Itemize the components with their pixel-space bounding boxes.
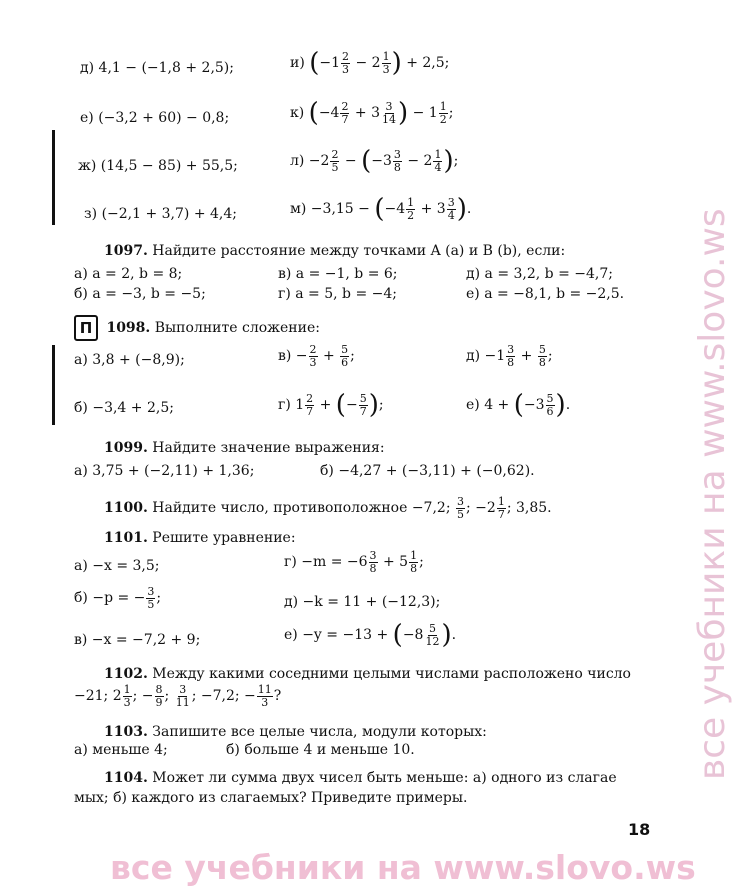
task-1099-b: б) −4,27 + (−3,11) + (−0,62).	[320, 463, 535, 479]
item-k: к) (−4 $\frac{2}{7}$ + 3 $\frac{3}{14}$ ) − 1 $\frac{1}{2}$ ;	[290, 98, 454, 128]
task-1101-e: е) −y = −13 + (−8 $\frac{5}{12}$ ).	[284, 620, 457, 650]
item-z: з) (−2,1 + 3,7) + 4,4;	[84, 206, 237, 222]
task-1097-b: б) a = −3, b = −5;	[74, 286, 206, 302]
task-1097-v: в) a = −1, b = 6;	[278, 266, 398, 282]
task-1098-v: в) − $\frac{2}{3}$ + $\frac{5}{6}$ ;	[278, 343, 355, 369]
item-i: и) (−1 $\frac{2}{3}$ − 2 $\frac{1}{3}$ ) + 2,5;	[290, 48, 450, 78]
task-1098-b: б) −3,4 + 2,5;	[74, 400, 174, 416]
task-1097-heading: 1097. Найдите расстояние между точками A (a) и B (b), если:	[104, 243, 566, 259]
task-1101-a: а) −x = 3,5;	[74, 558, 160, 574]
item-m: м) −3,15 − (−4 $\frac{1}{2}$ + 3 $\frac{3}{4}$ ).	[290, 194, 472, 224]
task-1103-b: б) больше 4 и меньше 10.	[226, 742, 415, 758]
task-1097-e: е) a = −8,1, b = −2,5.	[466, 286, 625, 302]
task-1104-heading: 1104. Может ли сумма двух чисел быть меньше: а) одного из слагае	[104, 770, 617, 786]
margin-bar	[52, 345, 55, 425]
task-1098-e: е) 4 + (−3 $\frac{5}{6}$ ).	[466, 390, 571, 420]
page-number: 18	[628, 820, 651, 839]
task-1101-v: в) −x = −7,2 + 9;	[74, 632, 201, 648]
task-1101-d: д) −k = 11 + (−12,3);	[284, 594, 441, 610]
task-1097-a: а) a = 2, b = 8;	[74, 266, 183, 282]
task-1098-d: д) −1 $\frac{3}{8}$ + $\frac{5}{8}$ ;	[466, 343, 553, 369]
task-1098-g: г) 1 $\frac{2}{7}$ + (− $\frac{5}{7}$ );	[278, 390, 384, 420]
task-1098-heading: П 1098. Выполните сложение:	[74, 315, 320, 341]
task-1102-heading: 1102. Между какими соседними целыми числами расположено число	[104, 666, 631, 682]
item-l: л) −2 $\frac{2}{5}$ − (−3 $\frac{3}{8}$ − 2 $\frac{1}{4}$ );	[290, 146, 459, 176]
task-1101-g: г) −m = −6 $\frac{3}{8}$ + 5 $\frac{1}{8}$ ;	[284, 549, 424, 575]
task-1103-a: а) меньше 4;	[74, 742, 168, 758]
task-1102-numbers: −21; 2 $\frac{1}{3}$ ; − $\frac{8}{9}$ ; $\frac{3}{11}$ ; −7,2; − $\frac{11}{3}$ ?	[74, 683, 282, 709]
side-watermark: все учебники на www.slovo.ws	[692, 208, 733, 780]
task-1101-b: б) −p = − $\frac{3}{5}$ ;	[74, 585, 162, 611]
task-1104-line2: мых; б) каждого из слагаемых? Приведите примеры.	[74, 790, 468, 806]
task-1101-heading: 1101. Решите уравнение:	[104, 530, 296, 546]
task-1100: 1100. Найдите число, противоположное −7,2; $\frac{3}{5}$ ; −2 $\frac{1}{7}$ ; 3,85.	[104, 495, 552, 521]
task-1099-a: а) 3,75 + (−2,11) + 1,36;	[74, 463, 255, 479]
practice-icon: П	[74, 315, 98, 341]
task-1097-g: г) a = 5, b = −4;	[278, 286, 397, 302]
task-1099-heading: 1099. Найдите значение выражения:	[104, 440, 385, 456]
task-1103-heading: 1103. Запишите все целые числа, модули которых:	[104, 724, 487, 740]
item-zh: ж) (14,5 − 85) + 55,5;	[78, 158, 238, 174]
item-d: д) 4,1 − (−1,8 + 2,5);	[80, 60, 234, 76]
item-e: е) (−3,2 + 60) − 0,8;	[80, 110, 230, 126]
bottom-watermark: все учебники на www.slovo.ws	[110, 848, 696, 887]
task-1097-d: д) a = 3,2, b = −4,7;	[466, 266, 613, 282]
margin-bar	[52, 130, 55, 225]
task-1098-a: а) 3,8 + (−8,9);	[74, 352, 185, 368]
